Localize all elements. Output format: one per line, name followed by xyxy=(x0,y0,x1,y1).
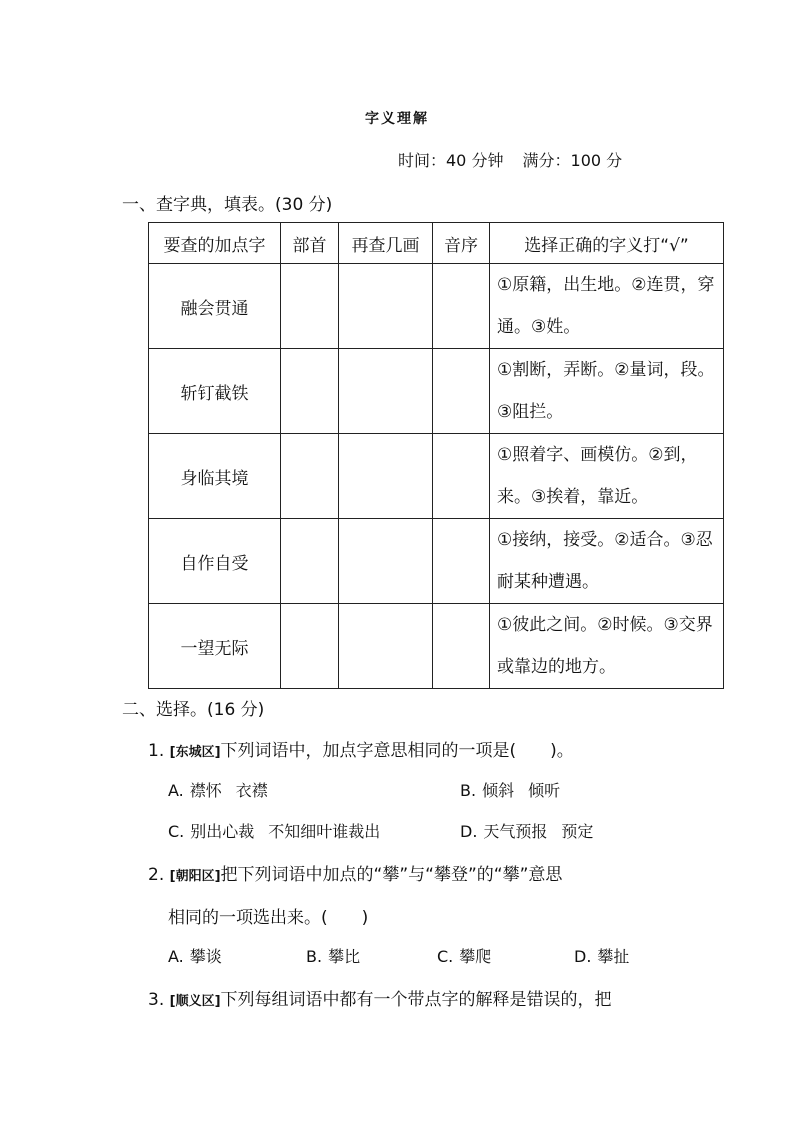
dictionary-table xyxy=(148,222,724,689)
strokes-cell[interactable] xyxy=(339,434,433,519)
option-letter: A. xyxy=(168,781,184,800)
word-cell: 斩钉截铁 xyxy=(149,349,281,434)
radical-cell[interactable] xyxy=(281,434,339,519)
option-word: 别出心裁 xyxy=(190,822,255,841)
option-letter: A. xyxy=(168,947,184,966)
table-row xyxy=(149,519,724,604)
section-2-heading: 二、选择。(16 分) xyxy=(122,700,265,720)
meaning-cell[interactable]: ①照着字、画模仿。②到，来。③挨着，靠近。 xyxy=(490,434,724,519)
pinyin-order-cell[interactable] xyxy=(433,434,490,519)
strokes-cell[interactable] xyxy=(339,349,433,434)
radical-cell[interactable] xyxy=(281,519,339,604)
header-pinyin-order: 音序 xyxy=(433,223,490,264)
word-cell: 自作自受 xyxy=(149,519,281,604)
option-letter: B. xyxy=(460,781,477,800)
table-row xyxy=(149,264,724,349)
word-cell: 一望无际 xyxy=(149,604,281,689)
option-word: 攀谈 xyxy=(189,947,222,966)
option-word: 不知细叶谁裁出 xyxy=(268,822,381,841)
strokes-cell[interactable] xyxy=(339,264,433,349)
full-score: 满分：100 分 xyxy=(522,151,623,170)
strokes-cell[interactable] xyxy=(339,519,433,604)
meaning-cell[interactable]: ①割断，弄断。②量词，段。③阻拦。 xyxy=(490,349,724,434)
option-c[interactable] xyxy=(168,819,380,842)
header-meaning: 选择正确的字义打“√” xyxy=(490,223,724,264)
question-2-continued: 相同的一项选出来。( ) xyxy=(168,908,369,928)
option-d[interactable] xyxy=(460,819,593,842)
option-word: 倾斜 xyxy=(482,781,515,800)
option-word: 倾听 xyxy=(528,781,561,800)
option-word: 预定 xyxy=(561,822,594,841)
table-row xyxy=(149,434,724,519)
radical-cell[interactable] xyxy=(281,264,339,349)
pinyin-order-cell[interactable] xyxy=(433,519,490,604)
question-text: 下列词语中，加点字意思相同的一项是( )。 xyxy=(220,741,574,761)
meaning-cell[interactable]: ①原籍，出生地。②连贯，穿通。③姓。 xyxy=(490,264,724,349)
option-c[interactable] xyxy=(437,944,491,967)
option-word: 襟怀 xyxy=(189,781,222,800)
option-word: 衣襟 xyxy=(235,781,268,800)
strokes-cell[interactable] xyxy=(339,604,433,689)
question-source: [顺义区] xyxy=(169,994,221,1009)
meaning-cell[interactable]: ①接纳，接受。②适合。③忍耐某种遭遇。 xyxy=(490,519,724,604)
option-letter: C. xyxy=(168,822,185,841)
section-1-heading: 一、查字典，填表。(30 分) xyxy=(122,195,333,215)
option-letter: B. xyxy=(306,947,323,966)
word-cell: 融会贯通 xyxy=(149,264,281,349)
time-limit: 时间：40 分钟 xyxy=(398,151,504,170)
pinyin-order-cell[interactable] xyxy=(433,349,490,434)
exam-meta xyxy=(398,148,636,171)
question-1 xyxy=(148,736,574,761)
header-strokes: 再查几画 xyxy=(339,223,433,264)
option-word: 攀比 xyxy=(328,947,361,966)
header-radical: 部首 xyxy=(281,223,339,264)
option-a[interactable] xyxy=(168,944,222,967)
option-b[interactable] xyxy=(306,944,360,967)
question-number: 1. xyxy=(148,741,165,761)
option-word: 天气预报 xyxy=(483,822,548,841)
pinyin-order-cell[interactable] xyxy=(433,264,490,349)
option-d[interactable] xyxy=(574,944,629,967)
table-row xyxy=(149,604,724,689)
option-b[interactable] xyxy=(460,778,560,801)
table-row xyxy=(149,349,724,434)
header-char: 要查的加点字 xyxy=(149,223,281,264)
radical-cell[interactable] xyxy=(281,349,339,434)
option-word: 攀扯 xyxy=(597,947,630,966)
option-letter: D. xyxy=(574,947,592,966)
question-number: 2. xyxy=(148,865,165,885)
word-cell: 身临其境 xyxy=(149,434,281,519)
pinyin-order-cell[interactable] xyxy=(433,604,490,689)
question-source: [东城区] xyxy=(169,745,221,760)
option-a[interactable] xyxy=(168,778,268,801)
question-3 xyxy=(148,985,612,1010)
question-text: 把下列词语中加点的“攀”与“攀登”的“攀”意思 xyxy=(220,865,563,885)
document-title: 字义理解 xyxy=(365,111,429,127)
question-2 xyxy=(148,860,562,885)
question-text: 下列每组词语中都有一个带点字的解释是错误的，把 xyxy=(220,990,612,1010)
meaning-cell[interactable]: ①彼此之间。②时候。③交界或靠边的地方。 xyxy=(490,604,724,689)
radical-cell[interactable] xyxy=(281,604,339,689)
option-letter: D. xyxy=(460,822,478,841)
option-word: 攀爬 xyxy=(459,947,492,966)
table-header-row xyxy=(149,223,724,264)
question-number: 3. xyxy=(148,990,165,1010)
question-source: [朝阳区] xyxy=(169,869,221,884)
option-letter: C. xyxy=(437,947,454,966)
